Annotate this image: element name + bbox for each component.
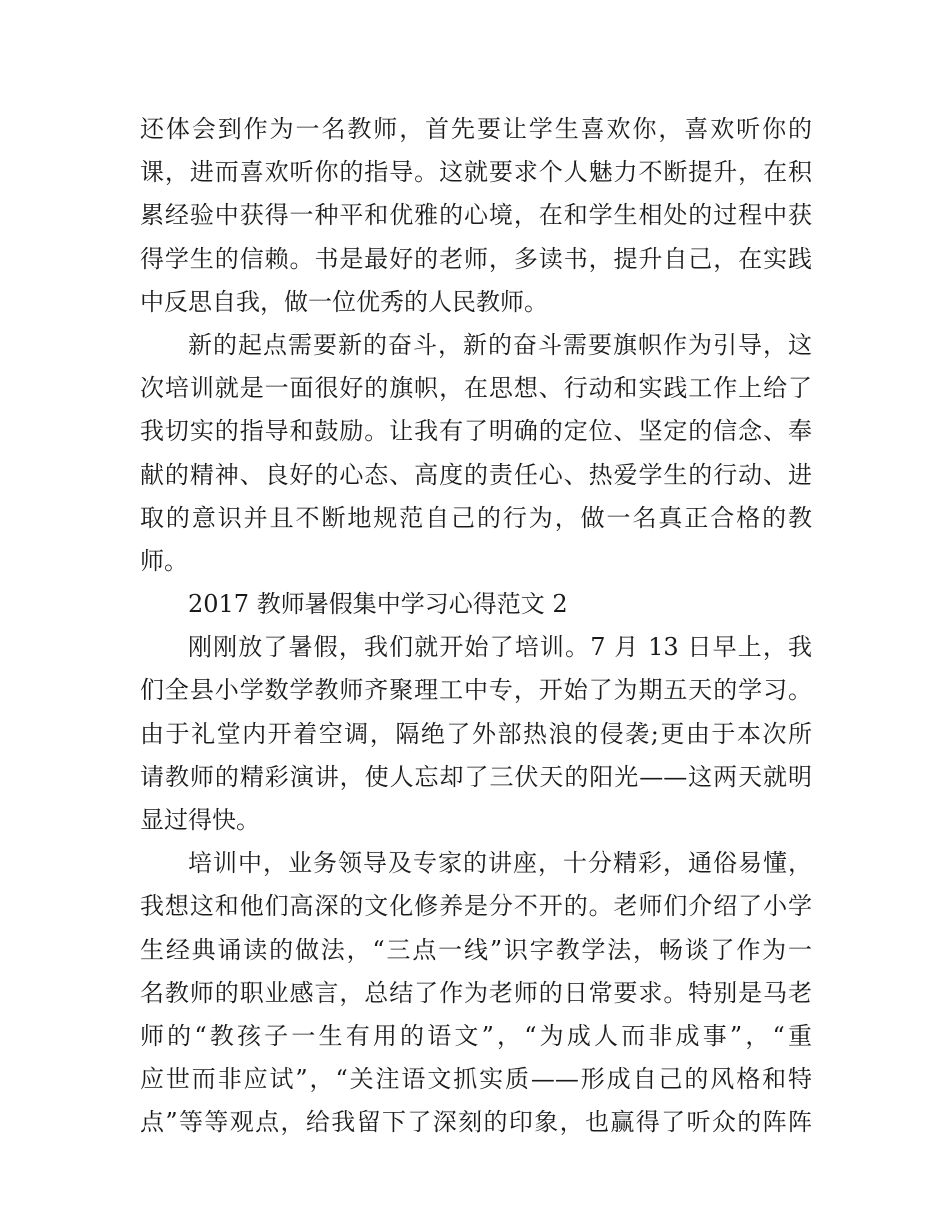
text-line: 生经典诵读的做法，“三点一线”识字教学法，畅谈了作为一 — [140, 935, 812, 964]
text-line: 新的起点需要新的奋斗，新的奋斗需要旗帜作为引导，这 — [188, 330, 812, 359]
text-line: 累经验中获得一种平和优雅的心境，在和学生相处的过程中获 — [140, 201, 812, 230]
text-line: 由于礼堂内开着空调，隔绝了外部热浪的侵袭;更由于本次所 — [140, 719, 812, 748]
text-line: 师的“教孩子一生有用的语文”，“为成人而非成事”，“重 — [140, 1021, 812, 1050]
text-line: 师。 — [140, 546, 188, 575]
document-body — [140, 108, 812, 1145]
text-line: 刚刚放了暑假，我们就开始了培训。7 月 13 日早上，我 — [188, 633, 812, 662]
text-line: 点”等等观点，给我留下了深刻的印象，也赢得了听众的阵阵 — [140, 1108, 812, 1137]
text-line: 们全县小学数学教师齐聚理工中专，开始了为期五天的学习。 — [140, 676, 812, 705]
text-line: 中反思自我，做一位优秀的人民教师。 — [140, 287, 548, 316]
text-line: 还体会到作为一名教师，首先要让学生喜欢你，喜欢听你的 — [140, 115, 812, 143]
text-line: 培训中，业务领导及专家的讲座，十分精彩，通俗易懂， — [188, 849, 812, 878]
text-line: 应世而非应试”，“关注语文抓实质——形成自己的风格和特 — [140, 1065, 812, 1094]
text-line: 课，进而喜欢听你的指导。这就要求个人魅力不断提升，在积 — [140, 158, 812, 187]
text-line: 名教师的职业感言，总结了作为老师的日常要求。特别是马老 — [140, 978, 812, 1007]
text-line: 请教师的精彩演讲，使人忘却了三伏天的阳光——这两天就明 — [140, 762, 812, 791]
text-line: 献的精神、良好的心态、高度的责任心、热爱学生的行动、进 — [140, 460, 812, 489]
text-line: 得学生的信赖。书是最好的老师，多读书，提升自己，在实践 — [140, 244, 812, 273]
text-line: 取的意识并且不断地规范自己的行为，做一名真正合格的教 — [140, 503, 812, 532]
text-line: 我切实的指导和鼓励。让我有了明确的定位、坚定的信念、奉 — [140, 417, 812, 446]
text-line: 我想这和他们高深的文化修养是分不开的。老师们介绍了小学 — [140, 892, 812, 921]
text-line: 次培训就是一面很好的旗帜，在思想、行动和实践工作上给了 — [140, 374, 812, 403]
section-heading: 2017 教师暑假集中学习心得范文 2 — [188, 590, 568, 619]
text-line: 显过得快。 — [140, 806, 260, 834]
